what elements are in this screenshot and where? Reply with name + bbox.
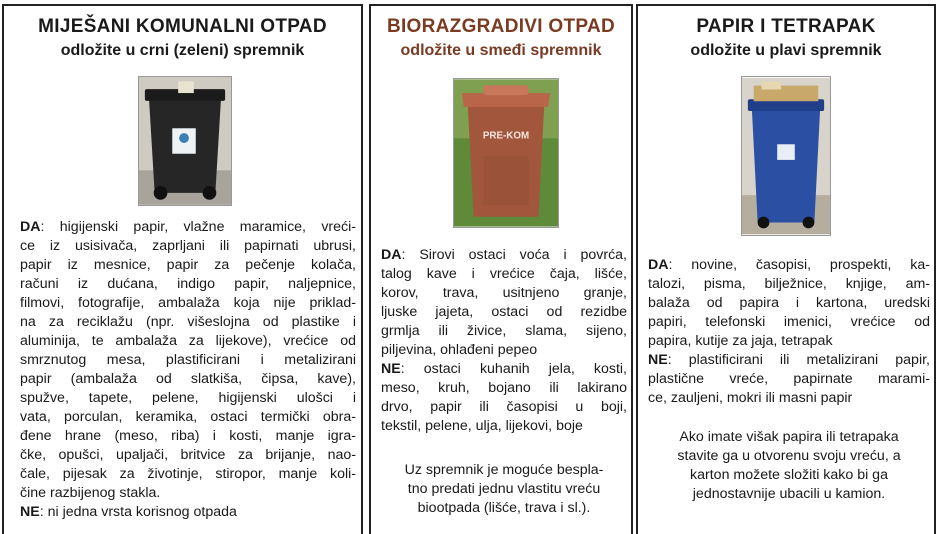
- column-subtitle: odložite u plavi spremnik: [690, 42, 882, 59]
- column-subtitle: odložite u crni (zeleni) spremnik: [60, 42, 305, 59]
- text-line: stavite ga u otvorenu svoju vreću, a: [677, 448, 901, 464]
- brown-bin-photo: [453, 78, 559, 228]
- column-bio-waste: [369, 4, 633, 534]
- text-line: tekstil, pelene, ulja, lijekovi, boje: [381, 418, 583, 434]
- black-bin-icon: [139, 77, 231, 205]
- brown-bin-icon: [454, 79, 558, 227]
- text-line: ljuske jajeta, ostaci od rezidbe: [381, 304, 627, 320]
- no-line-first: NE: ostaci kuhanih jela, kosti,: [381, 361, 627, 377]
- column-subtitle: odložite u smeđi spremnik: [400, 42, 602, 59]
- black-bin-photo: [138, 76, 232, 206]
- text-line: piljevina, ohlađeni pepeo: [381, 342, 538, 358]
- text-line: papir (ambalaža od slatkiša, čipsa, kave),: [20, 371, 356, 387]
- text-line: čale, pijesak za životinje, stiropor, manje koli-: [20, 466, 356, 482]
- paper-description: [648, 256, 930, 408]
- column-paper: [636, 4, 936, 534]
- text-line: ce iz usisivača, zaprljani ili papirnati ubrusi,: [20, 238, 356, 254]
- mixed-waste-description: [20, 218, 356, 522]
- text-line: korov, trava, usitnjeno granje,: [381, 285, 627, 301]
- text-line: biootpada (lišće, trava i sl.).: [417, 500, 591, 516]
- blue-bin-icon: [742, 77, 830, 235]
- text-line: đene hrane (meso, riba) i kosti, manje igra-: [20, 428, 356, 444]
- no-line-first: NE: plastificirani ili metalizirani papir,: [648, 352, 930, 368]
- text-line: tno predati jednu vlastitu vreću: [407, 481, 601, 497]
- text-line: jednostavnije ubacili u kamion.: [692, 486, 886, 502]
- text-line: aluminija, te ambalaža za lijekove), vrećice od: [20, 333, 356, 349]
- paper-note: [648, 428, 930, 504]
- text-line: papira, kutije za jaja, tetrapak: [648, 333, 833, 349]
- text-line: čke, opušci, upaljači, britvice za brijanje, nao-: [20, 447, 356, 463]
- text-line: filmovi, fotografije, ambalaža koja nije priklad-: [20, 295, 356, 311]
- yes-label: DA: [20, 219, 41, 235]
- text-line: papiri, telefonski imenici, vrećice od: [648, 314, 930, 330]
- text-line: Uz spremnik je moguće bespla-: [404, 462, 604, 478]
- column-mixed-waste: [2, 4, 363, 534]
- yes-line-first: DA: higijenski papir, vlažne maramice, vreći-: [20, 219, 356, 235]
- text-line: Ako imate višak papira ili tetrapaka: [679, 429, 899, 445]
- no-line: NE: ni jedna vrsta korisnog otpada: [20, 504, 237, 520]
- text-line: balaža od papira i kartona, uredski: [648, 295, 930, 311]
- text-line: ce, zauljeni, mokri ili masni papir: [648, 390, 853, 406]
- yes-line-first: DA: Sirovi ostaci voća i povrća,: [381, 247, 627, 263]
- text-line: grmlja ili živice, slama, sijeno,: [381, 323, 627, 339]
- text-line: plastične vreće, papirnate marami-: [648, 371, 930, 387]
- yes-line-first: DA: novine, časopisi, prospekti, ka-: [648, 257, 930, 273]
- text-line: smrznutog mesa, plastificirani i metalizirani: [20, 352, 356, 368]
- column-title: BIORAZGRADIVI OTPAD: [386, 16, 616, 37]
- text-line: računi iz dućana, indigo papir, naljepnice,: [20, 276, 356, 292]
- text-line: čine razbijenog stakla.: [20, 485, 161, 501]
- text-line: na za reciklažu (npr. višeslojna od plastike i: [20, 314, 356, 330]
- column-title: PAPIR I TETRAPAK: [696, 16, 876, 37]
- blue-bin-photo: [741, 76, 831, 236]
- text-line: drvo, papir ili časopisi u boji,: [381, 399, 627, 415]
- column-title: MIJEŠANI KOMUNALNI OTPAD: [38, 16, 327, 37]
- bio-waste-description: [381, 246, 627, 436]
- text-line: meso, kruh, bojano ili lakirano: [381, 380, 627, 396]
- bin-label: PRE-KOM: [482, 130, 530, 142]
- text-line: vata, porculan, keramika, ostaci termički obra-: [20, 409, 356, 425]
- yes-label: DA: [381, 247, 402, 263]
- text-line: karton možete složiti kako bi ga: [690, 467, 888, 483]
- text-line: spužve, tapete, pelene, higijenski ulošci i: [20, 390, 356, 406]
- text-line: talozi, pisma, bilježnice, knjige, am-: [648, 276, 930, 292]
- no-label: NE: [648, 352, 668, 368]
- yes-label: DA: [648, 257, 669, 273]
- no-label: NE: [381, 361, 401, 377]
- bio-waste-note: [381, 461, 627, 518]
- text-line: talog kave i vrećice čaja, lišće,: [381, 266, 627, 282]
- no-label: NE: [20, 504, 40, 520]
- text-line: papir iz mesnice, papir za pečenje kolača,: [20, 257, 356, 273]
